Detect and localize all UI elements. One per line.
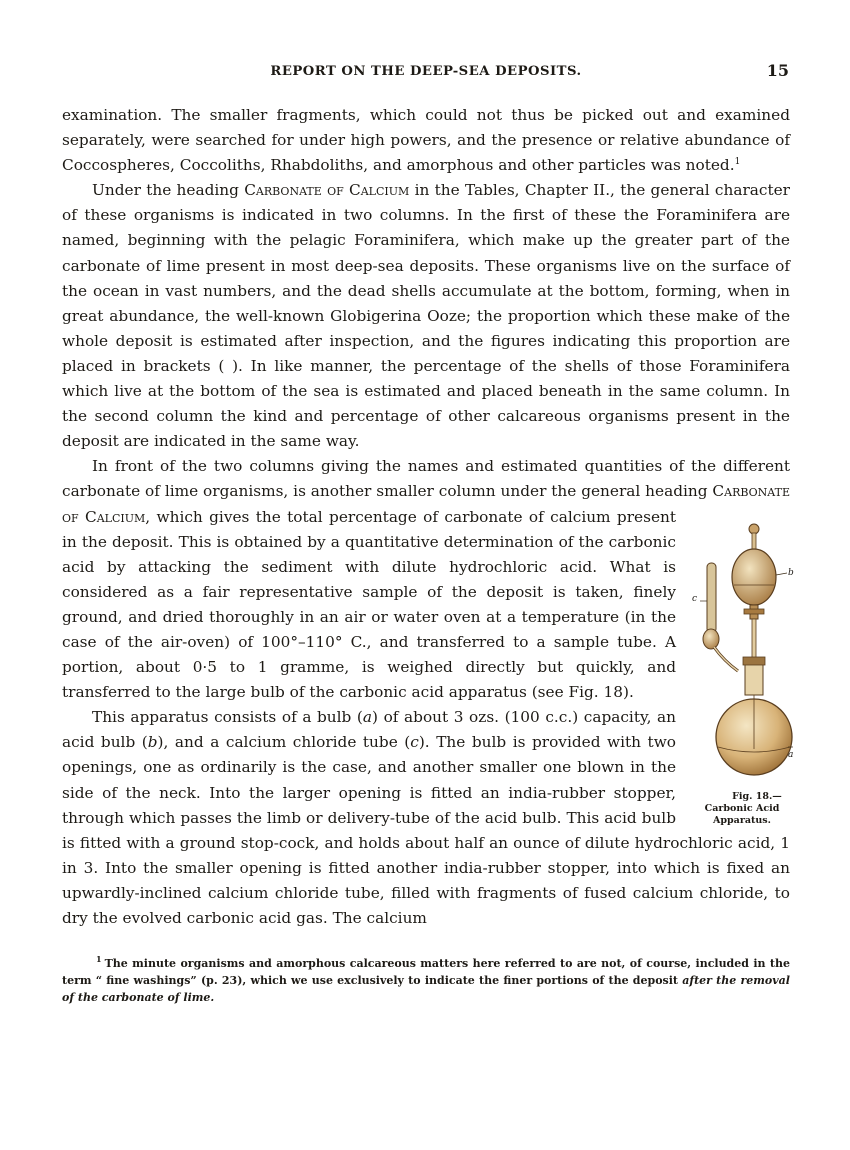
paragraph-4 bbox=[62, 705, 790, 931]
paragraph-1 bbox=[62, 103, 790, 178]
paragraph-3-lead: In front of the two columns giving the names and estimated quantities of the different carbonate of lime organisms, is another smaller column under the general heading bbox=[62, 457, 790, 501]
paragraph-2-lead: Under the heading bbox=[92, 181, 239, 200]
paragraph-4-text-3: ), and a calcium chloride tube ( bbox=[157, 733, 411, 752]
paragraph-4-text-4: ). The bulb is provided with two openings, one as ordinarily is the case, and another smaller one blown in the side of the neck. Into the larger opening is fitted an india-rubber stopper, through which passes the limb or delivery-tube of the acid bulb. This acid bulb is fitted with a ground stop-cock, and holds about half an ounce of dilute hydrochloric acid, 1 in 3. Into the smaller opening is fitted another india-rubber stopper, into which is fixed an upwardly-inclined calcium chloride tube, filled with fragments of fused calcium chloride, to dry the evolved carbonic acid gas. The calcium bbox=[62, 733, 790, 927]
bulb-a-label: a bbox=[362, 708, 373, 727]
page bbox=[62, 56, 794, 1006]
footnote-italic: after the removal of the carbonate of lime. bbox=[62, 974, 790, 1005]
footnote-text: The minute organisms and amorphous calcareous matters here referred to are not, of course, included in the term “ fine washings” (p. 23), which we use exclusively to indicate the finer portions of the deposit bbox=[62, 957, 790, 988]
column-heading-carbonate: Carbonate of Calcium, bbox=[62, 482, 790, 526]
figure-18 bbox=[686, 511, 798, 825]
footnote bbox=[62, 955, 790, 1006]
paragraph-4-text-1: This apparatus consists of a bulb ( bbox=[92, 708, 363, 727]
body-text bbox=[62, 103, 794, 931]
tube-c-label: c bbox=[410, 733, 419, 752]
carbonic-acid-apparatus-illustration bbox=[690, 511, 794, 791]
paragraph-1-text: examination. The smaller fragments, which could not thus be picked out and examined separately, were searched for under high powers, and the presence or relative abundance of Coccospheres, Coccoliths, Rhabdoliths, and amorphous and other particles was noted. bbox=[62, 106, 790, 175]
table-heading-carbonate: Carbonate of Calcium bbox=[244, 181, 410, 200]
running-head bbox=[62, 56, 790, 86]
paragraph-4-text-2: ) of about 3 ozs. (100 c.c.) capacity, an acid bulb ( bbox=[62, 708, 676, 752]
figure-label-a: a bbox=[788, 749, 794, 760]
page-number: 15 bbox=[766, 61, 789, 80]
figure-label-c: c bbox=[692, 593, 698, 604]
footnote-reference: 1 bbox=[734, 157, 741, 168]
paragraph-2 bbox=[62, 178, 790, 454]
figure-caption: Fig. 18.—Carbonic Acid Apparatus. bbox=[704, 790, 782, 826]
running-title: REPORT ON THE DEEP-SEA DEPOSITS. bbox=[270, 64, 582, 79]
footnote-mark: 1 bbox=[96, 954, 102, 965]
figure-label-b: b bbox=[788, 567, 794, 578]
bulb-b-label: b bbox=[147, 733, 158, 752]
paragraph-2-text: in the Tables, Chapter II., the general character of these organisms is indicated in two columns. In the first of these the Foraminifera are named, beginning with the pelagic Foraminifera, which make up the greater part of the carbonate of lime present in most deep-sea deposits. These organisms live on the surface of the ocean in vast numbers, and the dead shells accumulate at the bottom, forming, when in great abundance, the well-known Globigerina Ooze; the proportion which these make of the whole deposit is estimated after inspection, and the figures indicating this proportion are placed in brackets ( ). In like manner, the percentage of the shells of those Foraminifera which live at the bottom of the sea is estimated and placed beneath in the same column. In the second column the kind and percentage of other calcareous organisms present in the deposit are indicated in the same way. bbox=[62, 181, 790, 451]
paragraph-3-text: which gives the total percentage of carbonate of calcium present in the deposit. This is obtained by a quantitative determination of the carbonic acid by attacking the sediment with dilute hydrochloric acid. What is considered as a fair representative sample of the deposit is taken, finely ground, and dried thoroughly in an air or water oven at a temperature (in the case of the air-oven) of 100°–110° C., and transferred to a sample tube. A portion, about 0·5 to 1 gramme, is weighed directly but quickly, and transferred to the large bulb of the carbonic acid apparatus (see Fig. 18). bbox=[62, 507, 676, 702]
